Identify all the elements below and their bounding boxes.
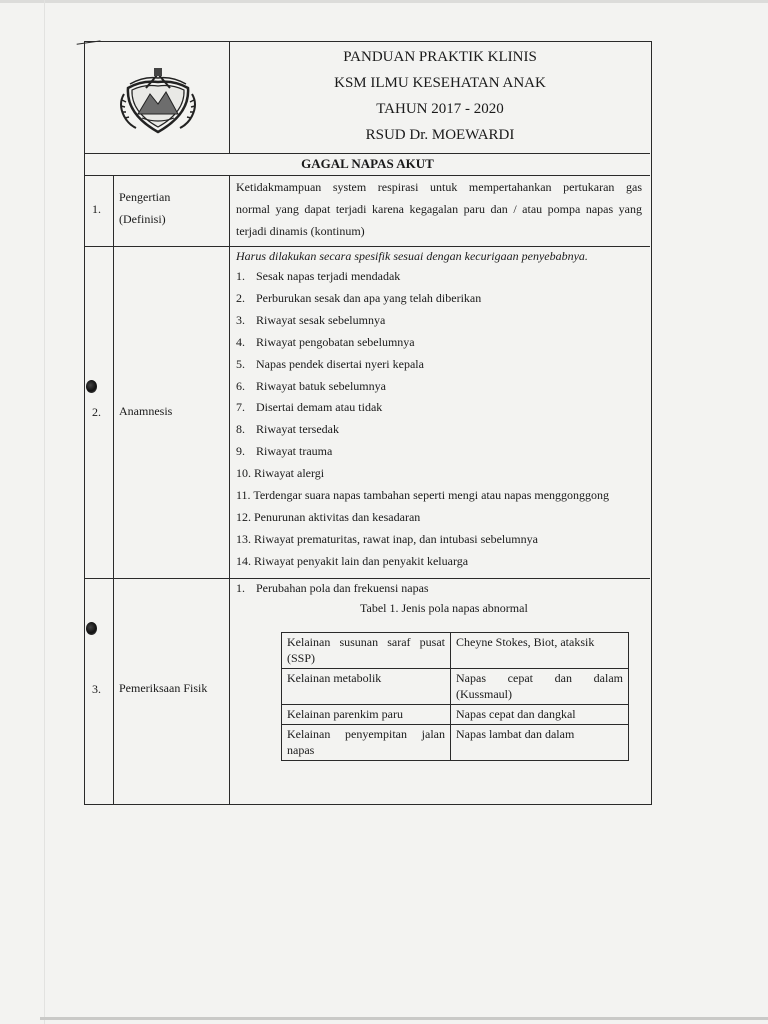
list-item: 6. Riwayat batuk sebelumnya	[236, 378, 386, 393]
list-item: 9. Riwayat trauma	[236, 444, 333, 459]
definition-line-3: terjadi dinamis (kontinum)	[236, 224, 365, 238]
header-text-block	[230, 42, 650, 153]
table-row	[282, 705, 629, 725]
page-edge-left	[44, 0, 45, 1024]
punch-hole-lower	[86, 622, 97, 635]
table-cell: Kelainan metabolik	[282, 669, 451, 705]
table-cell: Napas cepat dan dalam (Kussmaul)	[451, 669, 629, 705]
table-cell: Cheyne Stokes, Biot, ataksik	[451, 633, 629, 669]
column-divider-number	[113, 175, 114, 804]
definition-line-2: normal yang dapat terjadi karena kegagalan paru dan / atau pompa napas yang	[236, 202, 642, 216]
section-1-label	[119, 186, 170, 230]
list-item: 2. Perburukan sesak dan apa yang telah diberikan	[236, 290, 482, 305]
column-divider-label	[229, 175, 230, 804]
section-2-label: Anamnesis	[119, 404, 173, 418]
header-line-1: PANDUAN PRAKTIK KLINIS	[343, 49, 537, 65]
section-3-number: 3.	[92, 682, 101, 696]
section-3-label: Pemeriksaan Fisik	[119, 681, 208, 695]
table-cell: Kelainan susunan saraf pusat (SSP)	[282, 633, 451, 669]
table-row	[282, 633, 629, 669]
list-item: 5. Napas pendek disertai nyeri kepala	[236, 356, 424, 371]
list-item: 11. Terdengar suara napas tambahan seperti mengi atau napas menggonggong	[236, 488, 610, 503]
definition-line-1: Ketidakmampuan system respirasi untuk mempertahankan pertukaran gas	[236, 180, 642, 194]
table-row	[282, 669, 629, 705]
header-line-2: KSM ILMU KESEHATAN ANAK	[334, 75, 546, 91]
abnormal-breathing-table	[281, 632, 629, 761]
list-item: 13. Riwayat prematuritas, rawat inap, dan intubasi sebelumnya	[236, 531, 538, 546]
document-header	[85, 42, 650, 154]
list-item: 14. Riwayat penyakit lain dan penyakit keluarga	[236, 553, 469, 568]
list-item: 4. Riwayat pengobatan sebelumnya	[236, 334, 415, 349]
list-item: 1. Sesak napas terjadi mendadak	[236, 269, 401, 283]
list-item: 10. Riwayat alergi	[236, 466, 325, 481]
anamnesis-list	[236, 266, 646, 573]
guideline-document	[84, 41, 652, 805]
section-1-label-line-1: Pengertian	[119, 190, 171, 204]
table-cell: Kelainan penyempitan jalan napas	[282, 725, 451, 761]
list-item: 8. Riwayat tersedak	[236, 422, 339, 437]
list-item: 3. Riwayat sesak sebelumnya	[236, 312, 386, 327]
section-1-definition	[236, 176, 642, 242]
header-line-4: RSUD Dr. MOEWARDI	[365, 127, 515, 143]
section-1-label-line-2: (Definisi)	[119, 212, 166, 226]
exam-item-1: 1. Perubahan pola dan frekuensi napas	[236, 581, 429, 595]
regional-emblem-logo-icon	[116, 54, 200, 138]
section-3-physical-exam	[236, 579, 646, 619]
logo-cell	[85, 42, 230, 153]
table-row	[282, 725, 629, 761]
table-caption: Tabel 1. Jenis pola napas abnormal	[360, 601, 528, 615]
table-cell: Napas lambat dan dalam	[451, 725, 629, 761]
section-1-number: 1.	[92, 202, 101, 216]
document-title: GAGAL NAPAS AKUT	[85, 153, 650, 176]
table-cell: Kelainan parenkim paru	[282, 705, 451, 725]
page-edge-bottom	[40, 1017, 768, 1020]
anamnesis-intro: Harus dilakukan secara spesifik sesuai dengan kecurigaan penyebabnya.	[236, 249, 588, 263]
list-item: 12. Penurunan aktivitas dan kesadaran	[236, 509, 421, 524]
list-item: 7. Disertai demam atau tidak	[236, 400, 383, 415]
page-edge-top	[0, 0, 768, 3]
section-2-number: 2.	[92, 405, 101, 419]
header-line-3: TAHUN 2017 - 2020	[376, 101, 504, 117]
punch-hole-upper	[86, 380, 97, 393]
table-cell: Napas cepat dan dangkal	[451, 705, 629, 725]
section-2-anamnesis	[236, 246, 646, 573]
